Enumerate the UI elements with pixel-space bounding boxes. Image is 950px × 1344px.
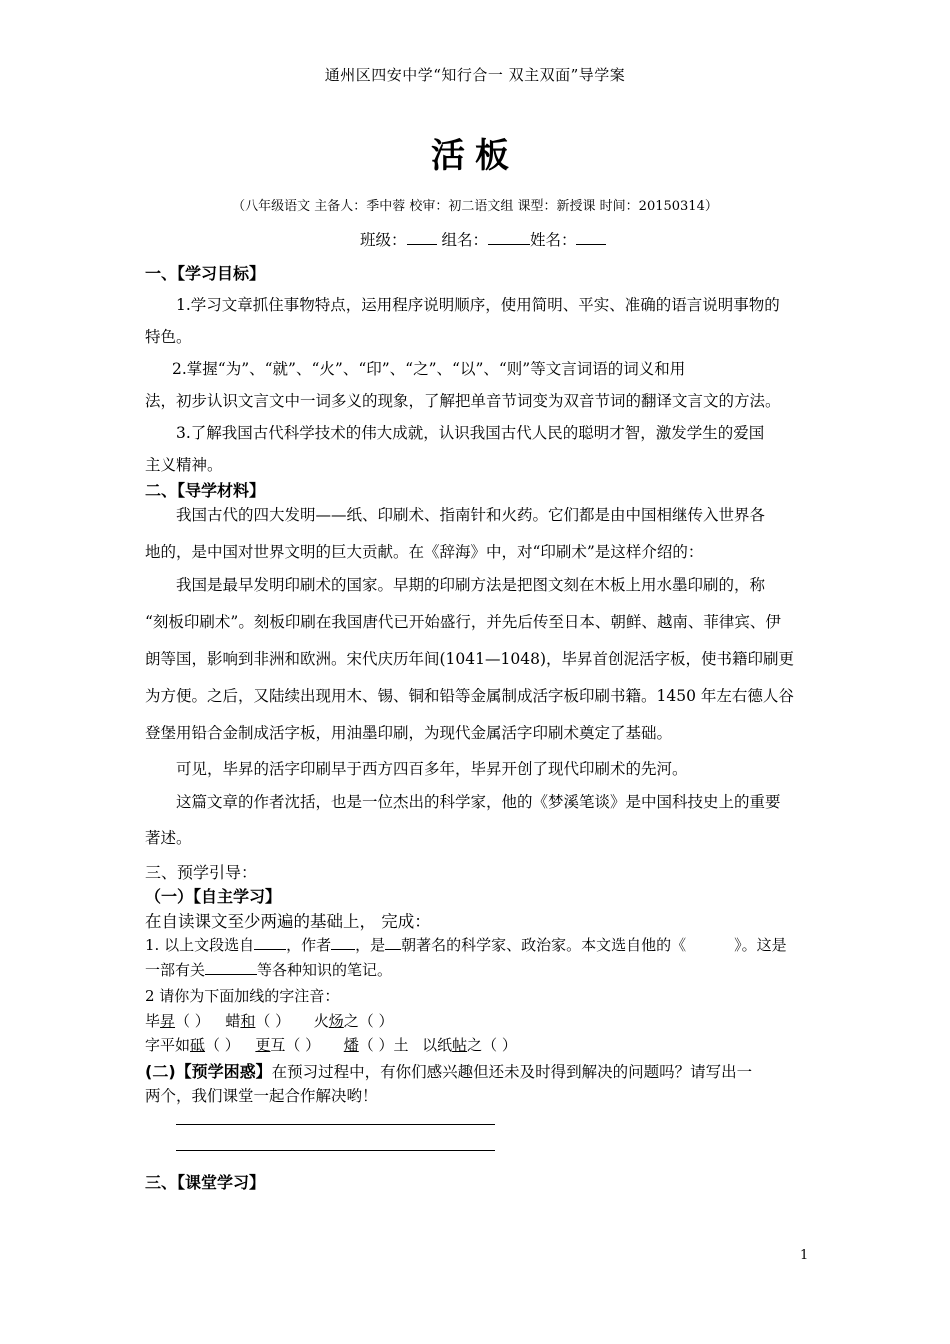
- preview-doubts-heading: (二)【预学困惑】: [145, 1062, 272, 1081]
- answer-line-1[interactable]: [176, 1124, 495, 1125]
- goal-1-line-1: 1.学习文章抓住事物特点，运用程序说明顺序，使用简明、平实、准确的语言说明事物的: [176, 296, 780, 314]
- document-meta: （八年级语文 主备人：季中蓉 校审：初二语文组 课型：新授课 时间：20150314）: [232, 199, 718, 214]
- goal-3-line-1: 3.了解我国古代科学技术的伟大成就，认识我国古代人民的聪明才智，激发学生的爱国: [176, 424, 765, 442]
- material-p2-line-3: 朗等国，影响到非洲和欧洲。宋代庆历年间(1041—1048)，毕昇首创泥活字板，使书籍印刷更: [145, 650, 794, 668]
- question-1-line-2: [145, 959, 392, 980]
- page-number: 1: [800, 1248, 809, 1263]
- name-label: 姓名：: [529, 231, 577, 249]
- question-2: 2 请你为下面加线的字注音：: [145, 987, 340, 1005]
- material-p2-line-4: 为方便。之后，又陆续出现用木、锡、铜和铅等金属制成活字板印刷书籍。1450 年左右德人谷: [145, 687, 794, 705]
- preview-doubts-line-2: 两个，我们课堂一起合作解决哟！: [145, 1087, 378, 1105]
- self-study-heading: （一）【自主学习】: [145, 887, 282, 906]
- material-p4-line-2: 著述。: [145, 829, 192, 847]
- goal-3-line-2: 主义精神。: [145, 456, 223, 474]
- goal-2-line-2: 法，初步认识文言文中一词多义的现象，了解把单音节词变为双音节词的翻译文言文的方法。: [145, 392, 781, 410]
- q1-source-blank[interactable]: [254, 935, 286, 950]
- material-p1-line-2: 地的，是中国对世界文明的巨大贡献。在《辞海》中，对“印刷术”是这样介绍的：: [145, 543, 704, 561]
- section-materials-heading: 二、【导学材料】: [145, 481, 266, 500]
- material-p1-line-1: 我国古代的四大发明——纸、印刷术、指南针和火药。它们都是由中国相继传入世界各: [176, 506, 766, 524]
- preview-doubts-text: 在预习过程中，有你们感兴趣但还未及时得到解决的问题吗？请写出一: [271, 1063, 753, 1081]
- pinyin-item[interactable]: 燔（ ）土: [343, 1036, 409, 1054]
- material-p2-line-2: “刻板印刷术”。刻板印刷在我国唐代已开始盛行，并先后传至日本、朝鲜、越南、菲律宾、伊: [145, 613, 781, 631]
- class-label: 班级：: [360, 231, 407, 249]
- class-info-line: [360, 228, 606, 250]
- goal-1-line-2: 特色。: [145, 328, 192, 346]
- class-blank[interactable]: [407, 230, 437, 245]
- pinyin-row-2: [145, 1034, 517, 1055]
- self-study-intro: 在自读课文至少两遍的基础上， 完成：: [145, 912, 431, 931]
- section-preview-heading: 三、预学引导：: [145, 863, 258, 882]
- page-title: 活板: [431, 136, 519, 176]
- section-goals-heading: 一、【学习目标】: [145, 264, 266, 283]
- q1-text-b: ，作者: [286, 936, 332, 954]
- q1-text-f: 一部有关: [145, 961, 206, 979]
- pinyin-row-1: [145, 1010, 394, 1031]
- pinyin-item[interactable]: 毕昇（ ）: [145, 1012, 210, 1030]
- name-blank[interactable]: [576, 230, 606, 245]
- section-classroom-heading: 三、【课堂学习】: [145, 1173, 266, 1192]
- q1-text-d: 朝著名的科学家、政治家。本文选自他的《: [401, 936, 687, 954]
- pinyin-item[interactable]: 蜡和（ ）: [225, 1012, 291, 1030]
- pinyin-item[interactable]: 火炀之（ ）: [313, 1012, 394, 1030]
- q1-author-blank[interactable]: [331, 935, 355, 950]
- pinyin-item[interactable]: 字平如砥（ ）: [145, 1036, 240, 1054]
- q1-topic-blank[interactable]: [205, 960, 257, 975]
- question-1-line-1: [145, 934, 787, 955]
- q1-text-a: 1. 以上文段选自: [145, 936, 255, 954]
- material-p2-line-1: 我国是最早发明印刷术的国家。早期的印刷方法是把图文刻在木板上用水墨印刷的，称: [176, 576, 766, 594]
- q1-text-e: 》。这是: [734, 936, 787, 954]
- material-p2-line-5: 登堡用铅合金制成活字板，用油墨印刷，为现代金属活字印刷术奠定了基础。: [145, 724, 673, 742]
- pinyin-item[interactable]: 以纸帖之（ ）: [422, 1036, 517, 1054]
- q1-dynasty-blank[interactable]: [385, 935, 401, 950]
- document-header: 通州区四安中学“知行合一 双主双面”导学案: [324, 66, 626, 84]
- q1-text-c: ，是: [355, 936, 386, 954]
- preview-doubts-line-1: [145, 1059, 752, 1082]
- goal-2-line-1: 2.掌握“为”、“就”、“火”、“印”、“之”、“以”、“则”等文言词语的词义和用: [172, 360, 686, 378]
- pinyin-item[interactable]: 更互（ ）: [255, 1036, 321, 1054]
- q1-text-g: 等各种知识的笔记。: [257, 961, 393, 979]
- group-label: 组名：: [441, 231, 488, 249]
- material-p4-line-1: 这篇文章的作者沈括，也是一位杰出的科学家，他的《梦溪笔谈》是中国科技史上的重要: [176, 793, 781, 811]
- answer-line-2[interactable]: [176, 1150, 495, 1151]
- group-blank[interactable]: [488, 230, 530, 245]
- material-p3: 可见，毕昇的活字印刷早于西方四百多年，毕昇开创了现代印刷术的先河。: [176, 760, 688, 778]
